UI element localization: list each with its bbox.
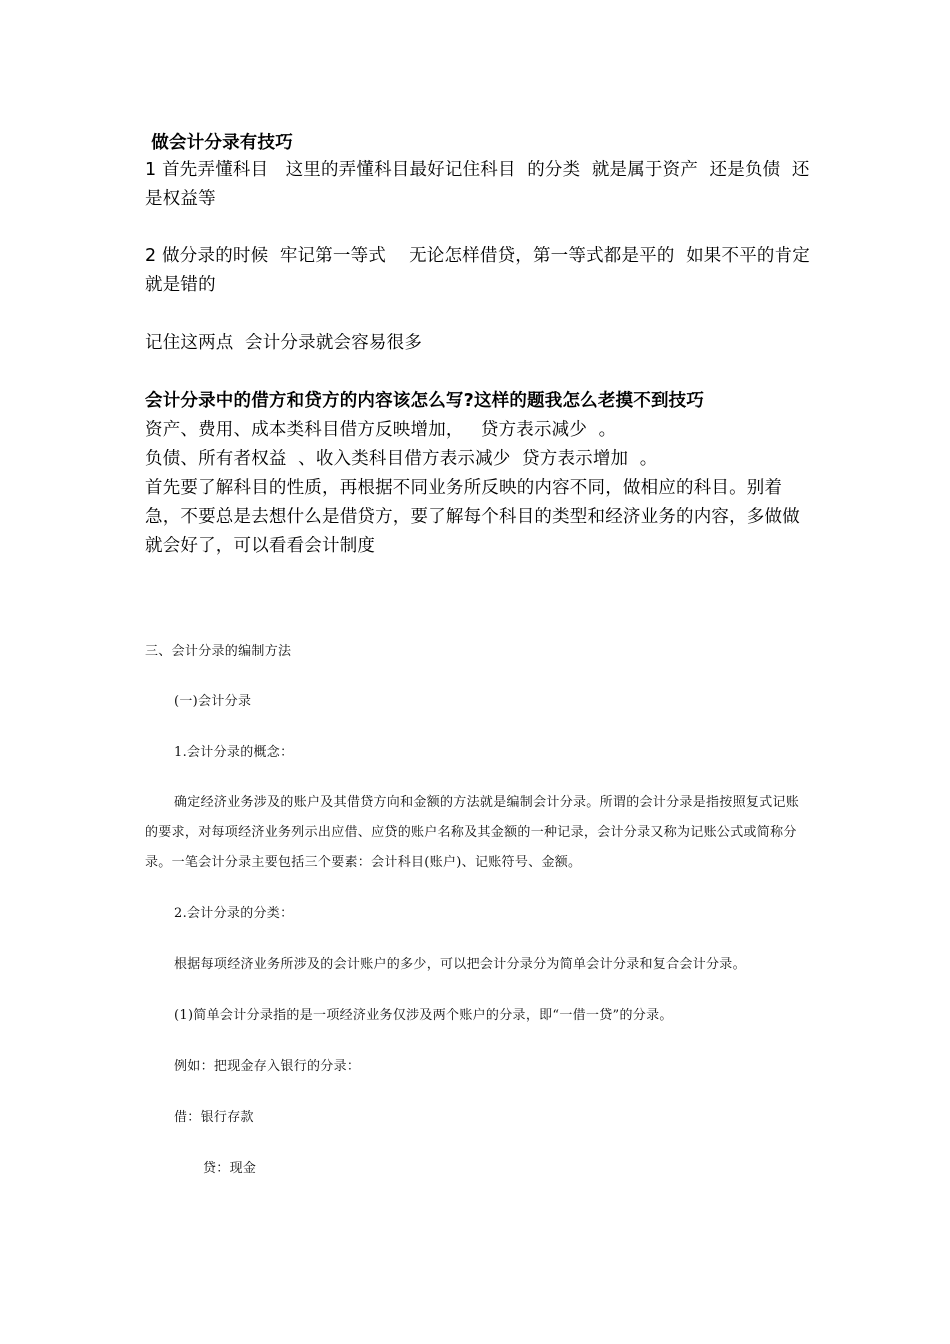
- example-intro: 例如：把现金存入银行的分录：: [174, 1059, 361, 1074]
- tip-2-accounting-equation: 2 做分录的时候 牢记第一等式 无论怎样借贷，第一等式都是平的 如果不平的肯定就是错的: [145, 246, 810, 295]
- answer-line-assets: 资产、费用、成本类科目借方反映增加， 贷方表示减少 。: [145, 420, 617, 440]
- item-1-title-concept: 1.会计分录的概念：: [174, 745, 294, 760]
- tip-1-understand-accounts: 1 首先弄懂科目 这里的弄懂科目最好记住科目 的分类 就是属于资产 还是负债 还是权益等: [145, 160, 810, 209]
- subsection-accounting-entry: (一)会计分录: [174, 694, 252, 709]
- question-debit-credit: 会计分录中的借方和贷方的内容该怎么写?这样的题我怎么老摸不到技巧: [145, 391, 705, 411]
- answer-line-advice: 首先要了解科目的性质，再根据不同业务所反映的内容不同，做相应的科目。别着急，不要总是去想什么是借贷方，要了解每个科目的类型和经济业务的内容，多做做就会好了，可以看看会计制度: [145, 478, 800, 556]
- tips-summary: 记住这两点 会计分录就会容易很多: [145, 333, 423, 353]
- credit-line: 贷：现金: [203, 1161, 257, 1176]
- section-heading-methods: 三、会计分录的编制方法: [145, 644, 292, 659]
- title-accounting-entry-tips: 做会计分录有技巧: [145, 133, 293, 153]
- item-1-body-concept: 确定经济业务涉及的账户及其借贷方向和金额的方法就是编制会计分录。所谓的会计分录是指按照复式记账的要求，对每项经济业务列示出应借、应贷的账户名称及其金额的一种记录，会计分录又称为记账公式或简称分录。一笔会计分录主要包括三个要素：会计科目(账户)、记账符号、金额。: [145, 795, 800, 870]
- debit-line: 借：银行存款: [174, 1110, 254, 1125]
- item-2-title-classification: 2.会计分录的分类：: [174, 906, 294, 921]
- answer-line-liabilities: 负债、所有者权益 、收入类科目借方表示减少 贷方表示增加 。: [145, 449, 658, 469]
- simple-entry-definition: (1)简单会计分录指的是一项经济业务仅涉及两个账户的分录，即“一借一贷”的分录。: [174, 1008, 673, 1023]
- item-2-body-classification: 根据每项经济业务所涉及的会计账户的多少，可以把会计分录分为简单会计分录和复合会计分录。: [174, 957, 746, 972]
